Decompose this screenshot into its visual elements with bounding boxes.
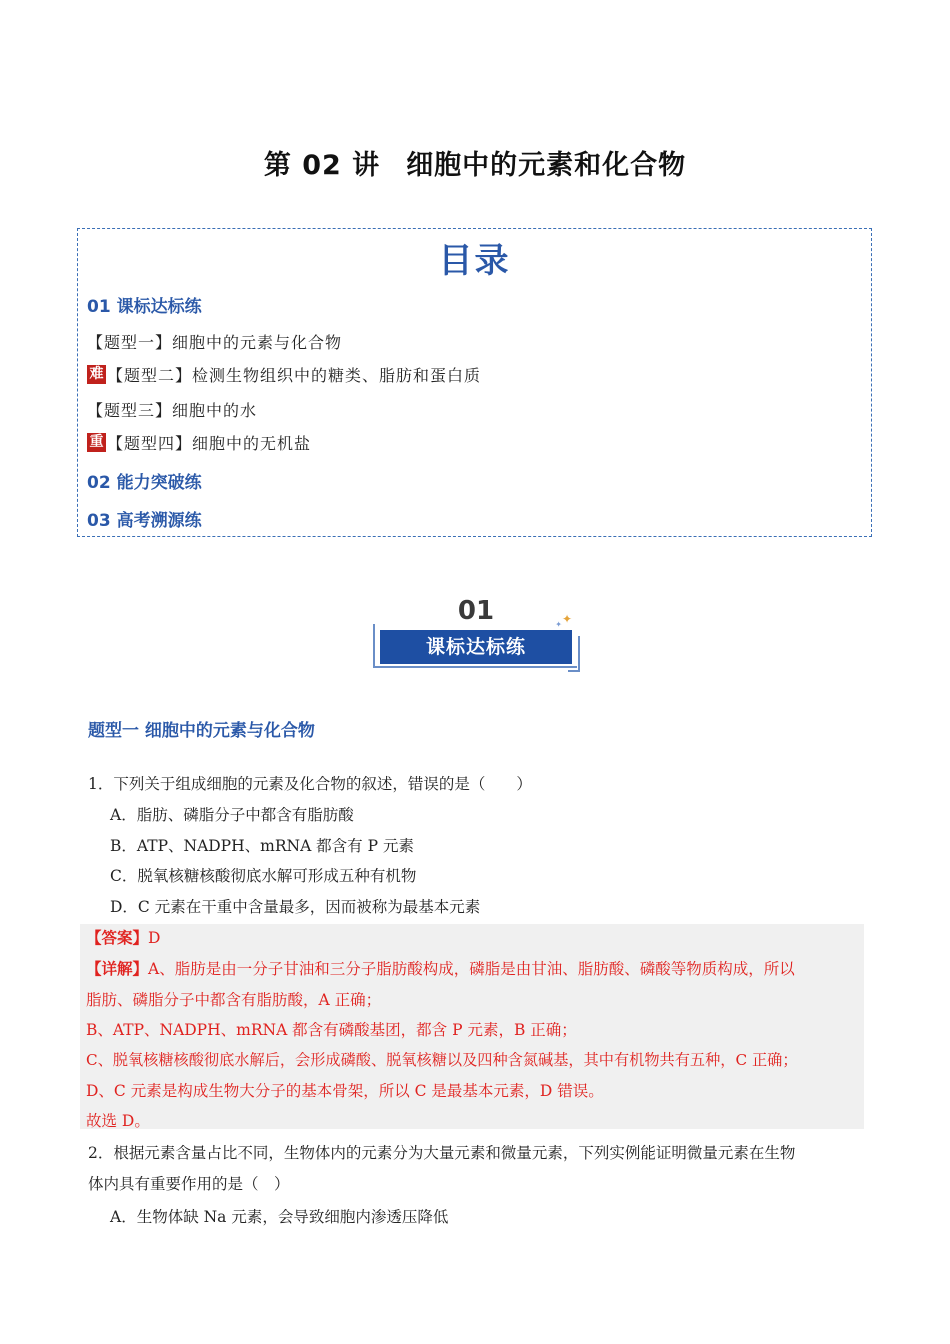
q2-option-a: A．生物体缺 Na 元素，会导致细胞内渗透压降低 (110, 1208, 449, 1226)
q1-detail-line-4: C、脱氧核糖核酸彻底水解后，会形成磷酸、脱氧核糖以及四种含氮碱基，其中有机物共有五种，C 正确； (86, 1051, 798, 1069)
q1-option-c: C．脱氧核糖核酸彻底水解可形成五种有机物 (110, 867, 417, 885)
q1-detail-line-2: 脂肪、磷脂分子中都含有脂肪酸，A 正确； (86, 991, 382, 1009)
answer-label: 【答案】 (86, 928, 149, 947)
importance-badge: 重 (87, 433, 106, 452)
toc-section-3[interactable]: 03 高考溯源练 (87, 511, 202, 531)
toc-item-1[interactable] (87, 330, 342, 353)
q1-stem: 1．下列关于组成细胞的元素及化合物的叙述，错误的是（ ） (88, 775, 532, 793)
toc-section-1[interactable]: 01 课标达标练 (87, 297, 202, 317)
q1-detail-line-1: 【详解】A、脂肪是由一分子甘油和三分子脂肪酸构成，磷脂是由甘油、脂肪酸、磷酸等物质构成，所以 (86, 959, 795, 978)
section-label: 课标达标练 (380, 630, 572, 664)
q1-detail-line-3: B、ATP、NADPH、mRNA 都含有磷酸基团，都含 P 元素，B 正确； (86, 1021, 577, 1039)
toc-item-label: 【题型一】细胞中的元素与化合物 (87, 333, 343, 352)
sparkle-icon: ✦ (561, 612, 572, 626)
toc-item-label: 【题型四】细胞中的无机盐 (107, 434, 312, 453)
q1-detail-line-5: D、C 元素是构成生物大分子的基本骨架，所以 C 是最基本元素，D 错误。 (86, 1082, 604, 1100)
toc-item-2[interactable] (87, 363, 481, 386)
toc-section-2[interactable]: 02 能力突破练 (87, 473, 202, 493)
q2-stem-line-1: 2．根据元素含量占比不同，生物体内的元素分为大量元素和微量元素，下列实例能证明微量元素在生物 (88, 1144, 796, 1162)
sparkle-icon-small: ✦ (555, 620, 562, 629)
q1-detail-line-6: 故选 D。 (86, 1112, 150, 1130)
table-of-contents (77, 228, 872, 537)
answer-value: D (148, 929, 161, 947)
page-title (0, 143, 950, 182)
q1-option-d: D．C 元素在干重中含量最多，因而被称为最基本元素 (110, 898, 481, 916)
detail-label: 【详解】 (86, 959, 149, 978)
lecture-topic: 细胞中的元素和化合物 (406, 150, 687, 181)
question-type-heading: 题型一 细胞中的元素与化合物 (88, 721, 315, 741)
q1-option-a: A．脂肪、磷脂分子中都含有脂肪酸 (110, 806, 354, 824)
difficulty-badge: 难 (87, 365, 106, 384)
q1-option-b: B．ATP、NADPH、mRNA 都含有 P 元素 (110, 837, 414, 855)
section-badge (370, 596, 582, 676)
toc-heading: 目录 (438, 241, 511, 281)
q2-stem-line-2: 体内具有重要作用的是（ ） (88, 1175, 290, 1193)
toc-item-4[interactable] (87, 431, 311, 454)
toc-item-3[interactable] (87, 398, 257, 421)
q1-answer (86, 926, 160, 948)
toc-item-label: 【题型三】细胞中的水 (87, 401, 258, 420)
section-number: 01 (457, 596, 495, 626)
lecture-number: 第 02 讲 (263, 150, 381, 181)
toc-item-label: 【题型二】检测生物组织中的糖类、脂肪和蛋白质 (107, 366, 482, 385)
